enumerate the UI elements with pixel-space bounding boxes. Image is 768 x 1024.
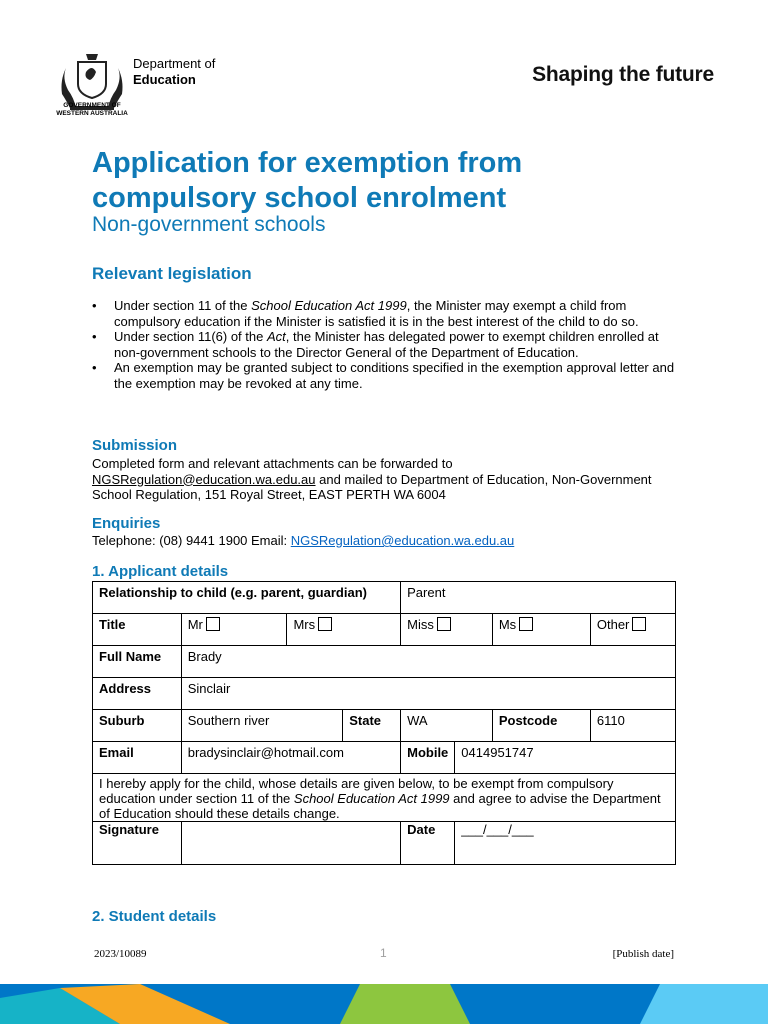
signature-field[interactable] — [181, 822, 400, 865]
list-item: • An exemption may be granted subject to conditions specified in the exemption approval letter and the exemption may be revoked at any time. — [92, 360, 682, 391]
title-option-mrs[interactable]: Mrs — [287, 614, 401, 646]
section2-heading: 2. Student details — [92, 908, 217, 925]
fullname-field[interactable]: Brady — [181, 646, 675, 678]
submission-text — [92, 456, 682, 503]
legislation-heading: Relevant legislation — [92, 264, 252, 283]
enquiries-text: Telephone: (08) 9441 1900 Email: NGSRegulation@education.wa.edu.au — [92, 533, 515, 548]
legislation-list — [92, 298, 682, 391]
date-field[interactable]: ___/___/___ — [455, 822, 676, 865]
title-label: Title — [93, 614, 182, 646]
title-option-miss[interactable]: Miss — [401, 614, 493, 646]
suburb-field[interactable]: Southern river — [181, 710, 343, 742]
checkbox[interactable] — [206, 617, 220, 631]
footer-color-band — [0, 984, 768, 1024]
department-name — [133, 56, 215, 88]
section1-heading: 1. Applicant details — [92, 563, 229, 580]
page-subtitle: Non-government schools — [92, 213, 326, 236]
fullname-label: Full Name — [93, 646, 182, 678]
postcode-label: Postcode — [492, 710, 590, 742]
title-option-other[interactable]: Other — [590, 614, 675, 646]
email-field[interactable]: bradysinclair@hotmail.com — [181, 742, 400, 774]
dept-line1: Department of — [133, 56, 216, 71]
declaration-text: I hereby apply for the child, whose details are given below, to be exempt from compulsory education under section 11 of the School Education Act 1999 and agree to advise the Department of Education should these details change. — [93, 774, 676, 822]
gov-line1: GOVERNMENT OF — [63, 102, 121, 109]
dept-line2: Education — [133, 72, 196, 87]
submission-line2: and mailed to Department of Education, Non-Government School Regulation, 151 Royal Street, EAST PERTH WA 6004 — [92, 471, 652, 502]
checkbox[interactable] — [318, 617, 332, 631]
checkbox[interactable] — [632, 617, 646, 631]
checkbox[interactable] — [519, 617, 533, 631]
government-label — [50, 102, 134, 118]
address-field[interactable]: Sinclair — [181, 678, 675, 710]
mobile-label: Mobile — [401, 742, 455, 774]
gov-line2: WESTERN AUSTRALIA — [56, 110, 128, 117]
title-option-mr[interactable]: Mr — [181, 614, 287, 646]
submission-heading: Submission — [92, 437, 178, 454]
checkbox[interactable] — [437, 617, 451, 631]
postcode-field[interactable]: 6110 — [590, 710, 675, 742]
list-item: • Under section 11(6) of the Act, the Minister has delegated power to exempt children enrolled at non-government schools to the Director General of the Department of Education. — [92, 329, 682, 360]
state-field[interactable]: WA — [401, 710, 493, 742]
tagline: Shaping the future — [532, 63, 714, 86]
band-light — [640, 984, 768, 1024]
applicant-details-table — [92, 581, 676, 865]
band-green — [340, 984, 470, 1024]
mobile-field[interactable]: 0414951747 — [455, 742, 676, 774]
enquiries-email-link[interactable]: NGSRegulation@education.wa.edu.au — [290, 533, 515, 548]
relationship-field[interactable]: Parent — [401, 582, 676, 614]
enquiries-heading: Enquiries — [92, 515, 161, 532]
list-item: • Under section 11 of the School Education Act 1999, the Minister may exempt a child from compulsory education if the Minister is satisfied it is in the best interest of the child to do so. — [92, 298, 682, 329]
page-number: 1 — [380, 946, 387, 960]
date-label: Date — [401, 822, 455, 865]
state-label: State — [343, 710, 401, 742]
suburb-label: Suburb — [93, 710, 182, 742]
document-reference: 2023/10089 — [94, 948, 147, 960]
email-label: Email — [93, 742, 182, 774]
page-title: Application for exemption from compulsory school enrolment — [92, 147, 523, 214]
signature-label: Signature — [93, 822, 182, 865]
address-label: Address — [93, 678, 182, 710]
relationship-label: Relationship to child (e.g. parent, guardian) — [93, 582, 401, 614]
title-option-ms[interactable]: Ms — [492, 614, 590, 646]
submission-line1: Completed form and relevant attachments can be forwarded to — [92, 456, 453, 471]
publish-date: [Publish date] — [612, 948, 674, 960]
submission-email: NGSRegulation@education.wa.edu.au — [92, 471, 316, 487]
